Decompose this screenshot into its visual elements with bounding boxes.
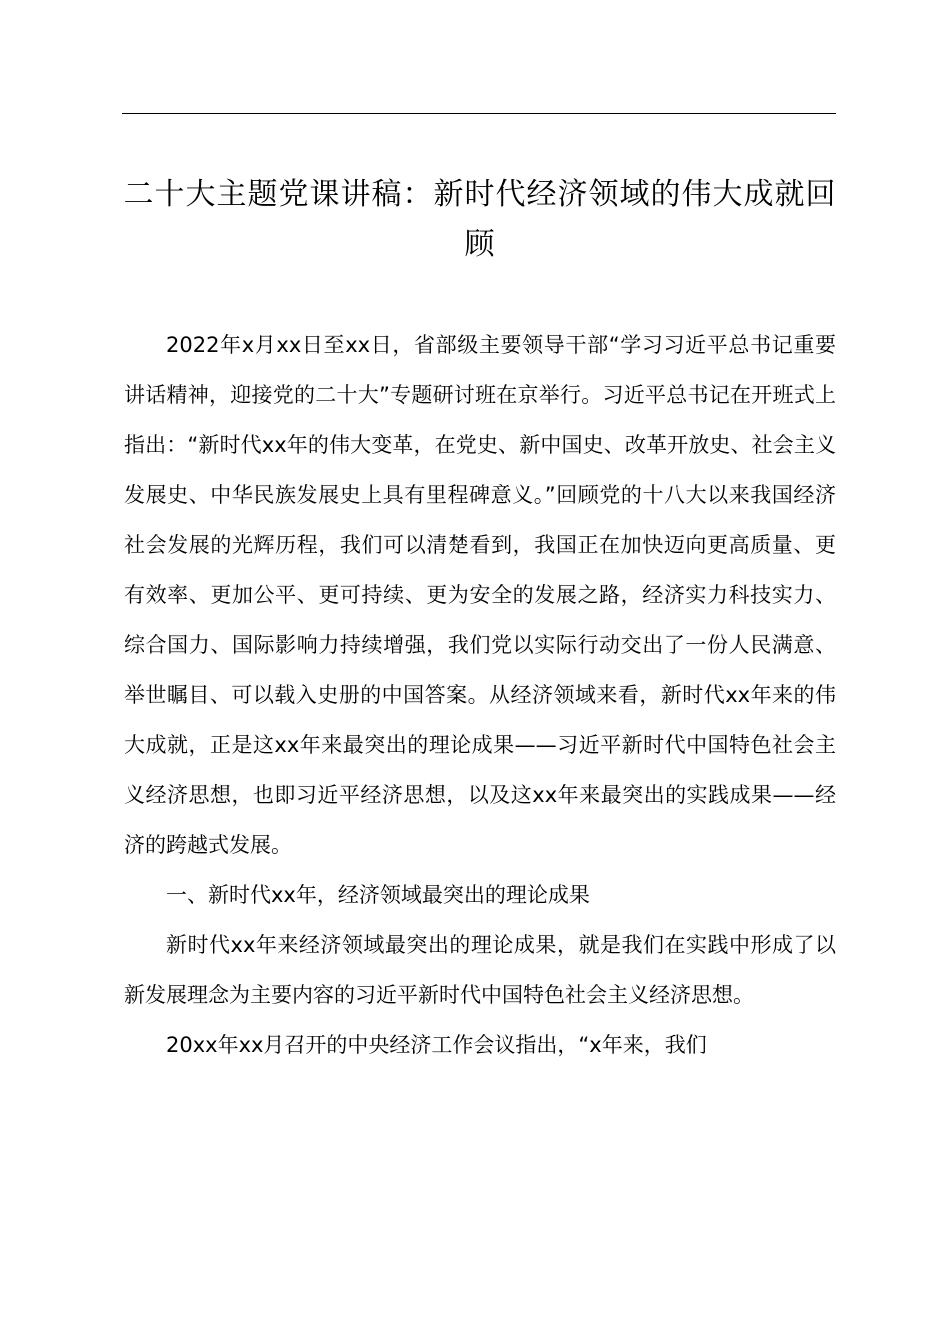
header-rule: [122, 113, 836, 114]
paragraph-intro: 2022年x月xx日至xx日，省部级主要领导干部“学习习近平总书记重要讲话精神，迎接党的二十大”专题研讨班在京举行。习近平总书记在开班式上指出：“新时代xx年的伟大变革，在党史、新中国史、改革开放史、社会主义发展史、中华民族发展史上具有里程碑意义。”回顾党的十八大以来我国经济社会发展的光辉历程，我们可以清楚看到，我国正在加快迈向更高质量、更有效率、更加公平、更可持续、更为安全的发展之路，经济实力科技实力、综合国力、国际影响力持续增强，我们党以实际行动交出了一份人民满意、举世瞩目、可以载入史册的中国答案。从经济领域来看，新时代xx年来的伟大成就，正是这xx年来最突出的理论成果——习近平新时代中国特色社会主义经济思想，也即习近平经济思想，以及这xx年来最突出的实践成果——经济的跨越式发展。: [124, 333, 836, 857]
section-heading-1: 一、新时代xx年，经济领域最突出的理论成果: [166, 883, 590, 907]
paragraph-conference: 20xx年xx月召开的中央经济工作会议指出，“x年来，我们: [166, 1033, 707, 1057]
paragraph-theory: 新时代xx年来经济领域最突出的理论成果，就是我们在实践中形成了以新发展理念为主要内容的习近平新时代中国特色社会主义经济思想。: [124, 933, 836, 1007]
document-title: 二十大主题党课讲稿：新时代经济领域的伟大成就回顾: [123, 177, 837, 262]
document-body: [124, 320, 836, 1070]
